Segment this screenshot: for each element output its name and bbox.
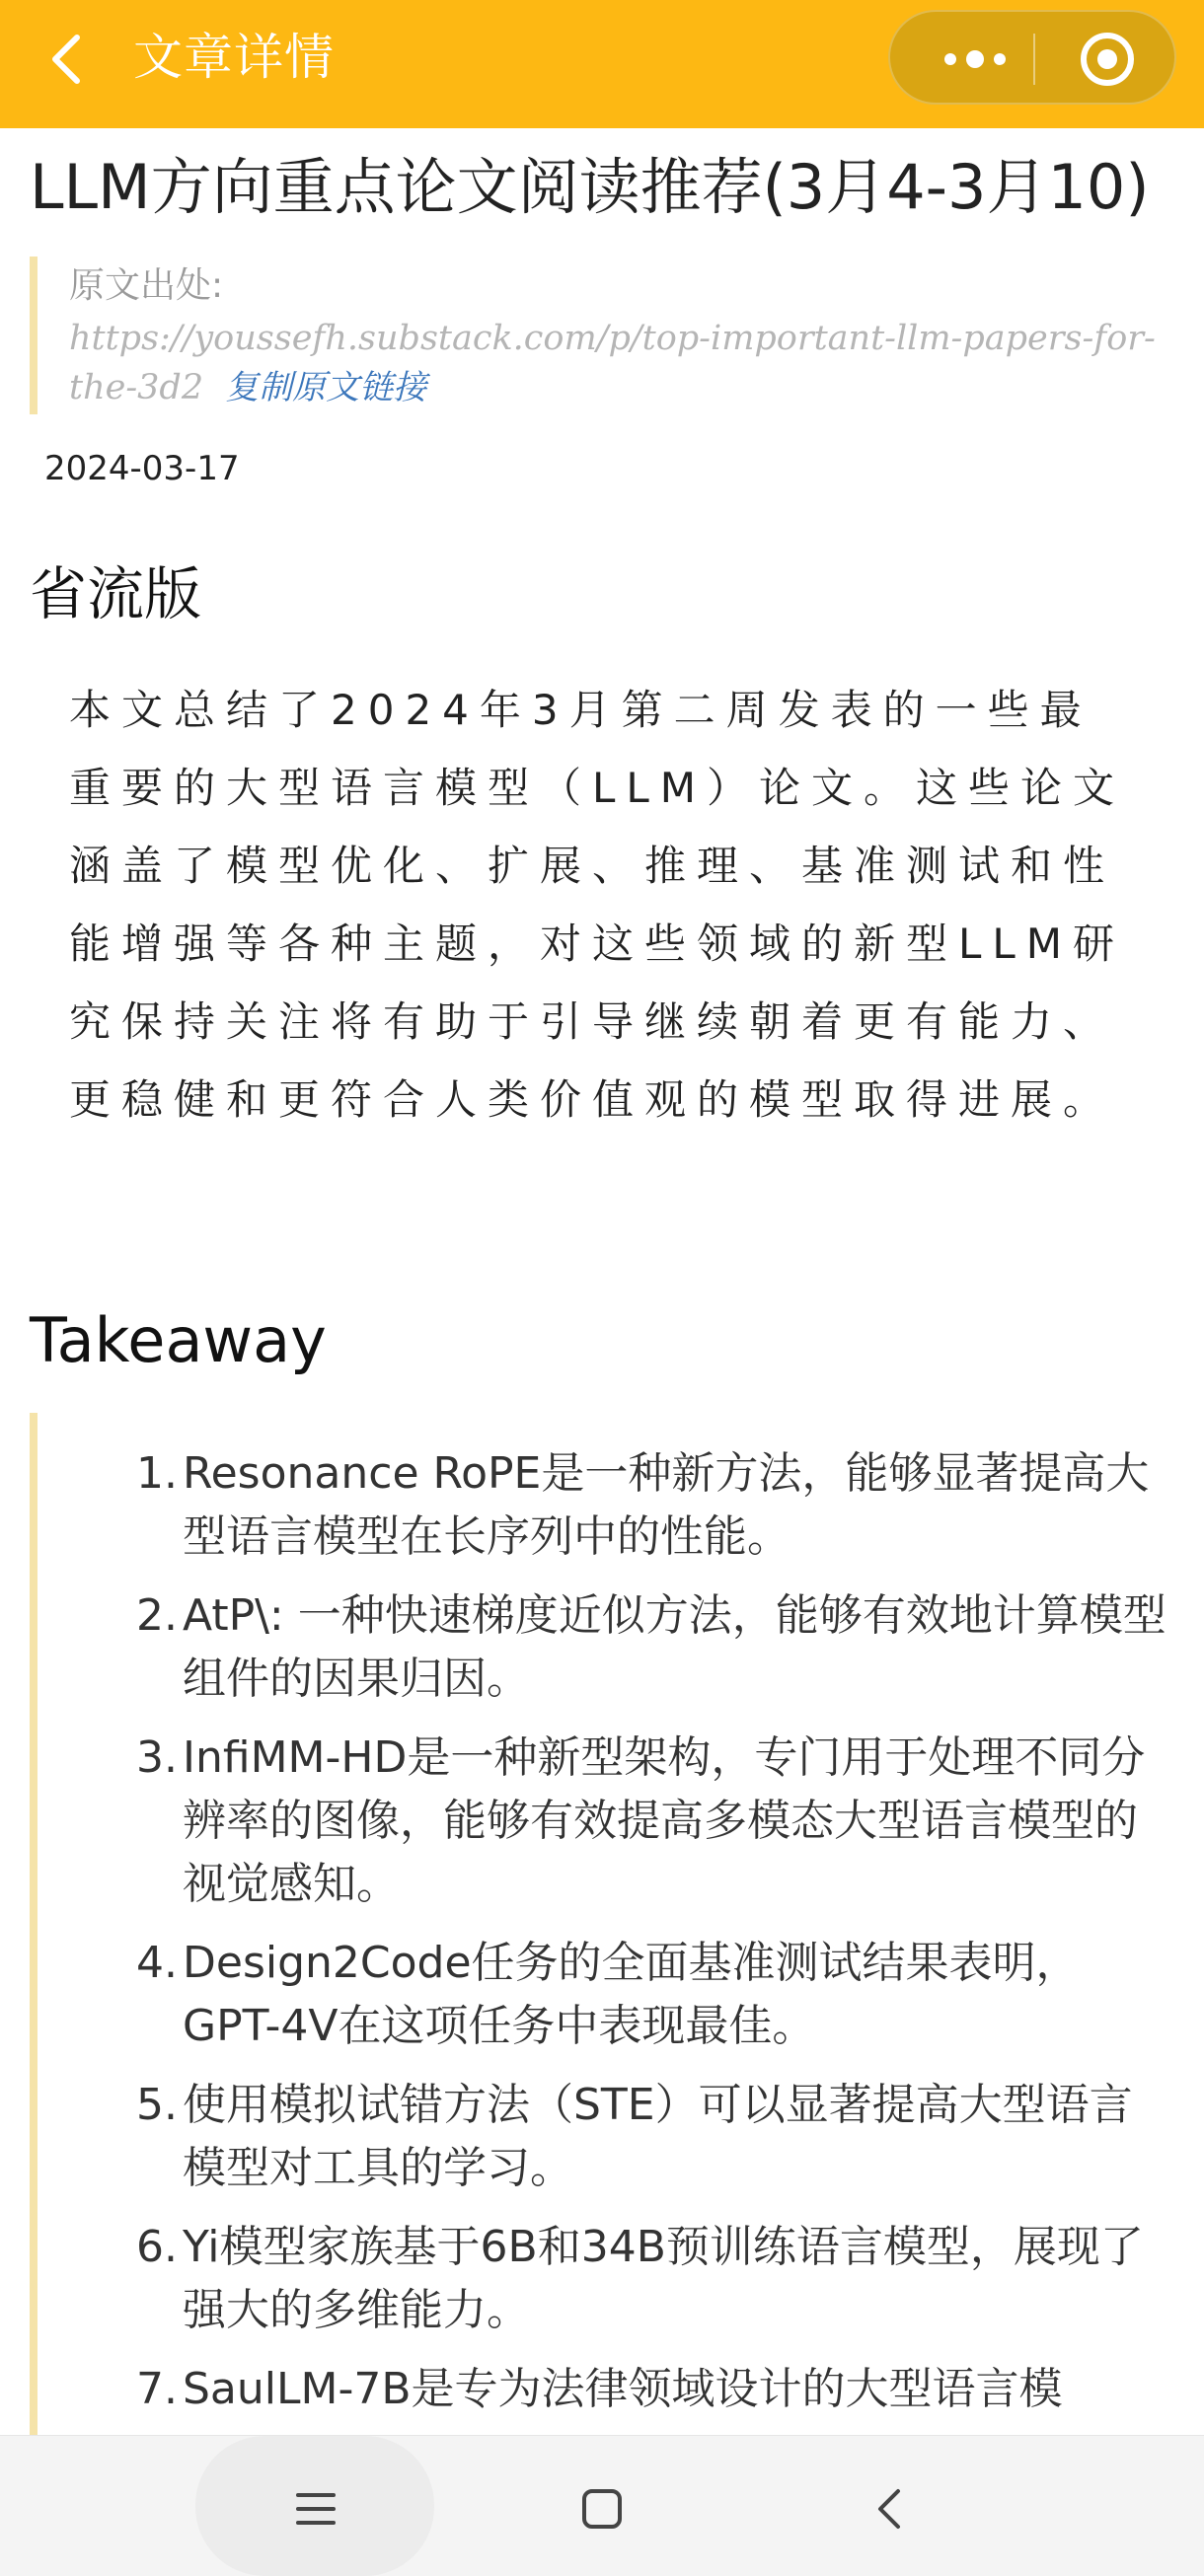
system-back-button[interactable]	[861, 2479, 920, 2539]
system-nav-bar	[0, 2435, 1204, 2576]
source-url: https://youssefh.substack.com/p/top-important-llm-papers-for-the-3d2	[69, 319, 1156, 407]
list-number: 4.	[136, 1938, 178, 1988]
mini-program-capsule	[888, 10, 1176, 105]
back-triangle-icon	[861, 2479, 920, 2539]
list-text: AtP\: 一种快速梯度近似方法，能够有效地计算模型组件的因果归因。	[183, 1590, 1166, 1704]
list-text: 使用模拟试错方法（STE）可以显著提高大型语言模型对工具的学习。	[183, 2080, 1133, 2193]
chevron-left-icon	[39, 28, 99, 91]
list-item	[128, 1932, 1174, 2058]
list-item	[128, 1442, 1174, 1569]
list-text: SaulLM-7B是专为法律领域设计的大型语言模	[183, 2364, 1063, 2414]
capsule-divider	[1033, 34, 1035, 85]
list-text: Yi模型家族基于6B和34B预训练语言模型，展现了强大的多维能力。	[183, 2222, 1144, 2335]
article-title: LLM方向重点论文阅读推荐(3月4-3月10)	[30, 151, 1150, 223]
list-text: Resonance RoPE是一种新方法，能够显著提高大型语言模型在长序列中的性能。	[183, 1448, 1150, 1562]
list-item	[128, 2074, 1174, 2200]
list-number: 3.	[136, 1732, 178, 1783]
copy-link-button[interactable]: 复制原文链接	[225, 368, 427, 407]
menu-icon	[286, 2479, 345, 2539]
summary-paragraph: 本文总结了2024年3月第二周发表的一些最重要的大型语言模型（LLM）论文。这些论文涵盖了模型优化、扩展、推理、基准测试和性能增强等各种主题，对这些领域的新型LLM研究保持关注将有助于引导继续朝着更有能力、更稳健和更符合人类价值观的模型取得进展。	[69, 686, 1126, 1124]
top-bar	[0, 0, 1204, 128]
more-button[interactable]	[926, 32, 1024, 87]
close-button[interactable]	[1078, 30, 1137, 89]
home-button[interactable]	[572, 2479, 632, 2539]
back-button[interactable]	[39, 28, 99, 91]
source-label: 原文出处:	[69, 265, 224, 306]
list-item	[128, 1584, 1174, 1711]
takeaway-quote	[30, 1413, 1174, 2439]
takeaway-heading: Takeaway	[30, 1304, 327, 1376]
more-dots-icon	[926, 32, 1024, 87]
summary-heading: 省流版	[30, 560, 202, 627]
list-number: 6.	[136, 2222, 178, 2272]
list-number: 1.	[136, 1448, 178, 1499]
home-square-icon	[572, 2479, 632, 2539]
list-item	[128, 2358, 1174, 2421]
target-close-icon	[1078, 30, 1137, 89]
recent-apps-button[interactable]	[286, 2479, 345, 2539]
list-number: 5.	[136, 2080, 178, 2130]
list-text: InfiMM-HD是一种新型架构，专门用于处理不同分辨率的图像，能够有效提高多模态大型语言模型的视觉感知。	[183, 1732, 1146, 1909]
list-number: 7.	[136, 2364, 178, 2414]
page-title: 文章详情	[133, 29, 335, 86]
list-item	[128, 2216, 1174, 2342]
source-quote	[30, 257, 1165, 414]
list-item	[128, 1727, 1174, 1916]
list-text: Design2Code任务的全面基准测试结果表明，GPT-4V在这项任务中表现最佳。	[183, 1938, 1080, 2051]
source-url-line	[69, 314, 1165, 412]
publish-date: 2024-03-17	[44, 449, 240, 488]
list-number: 2.	[136, 1590, 178, 1641]
takeaway-list	[128, 1442, 1174, 2437]
